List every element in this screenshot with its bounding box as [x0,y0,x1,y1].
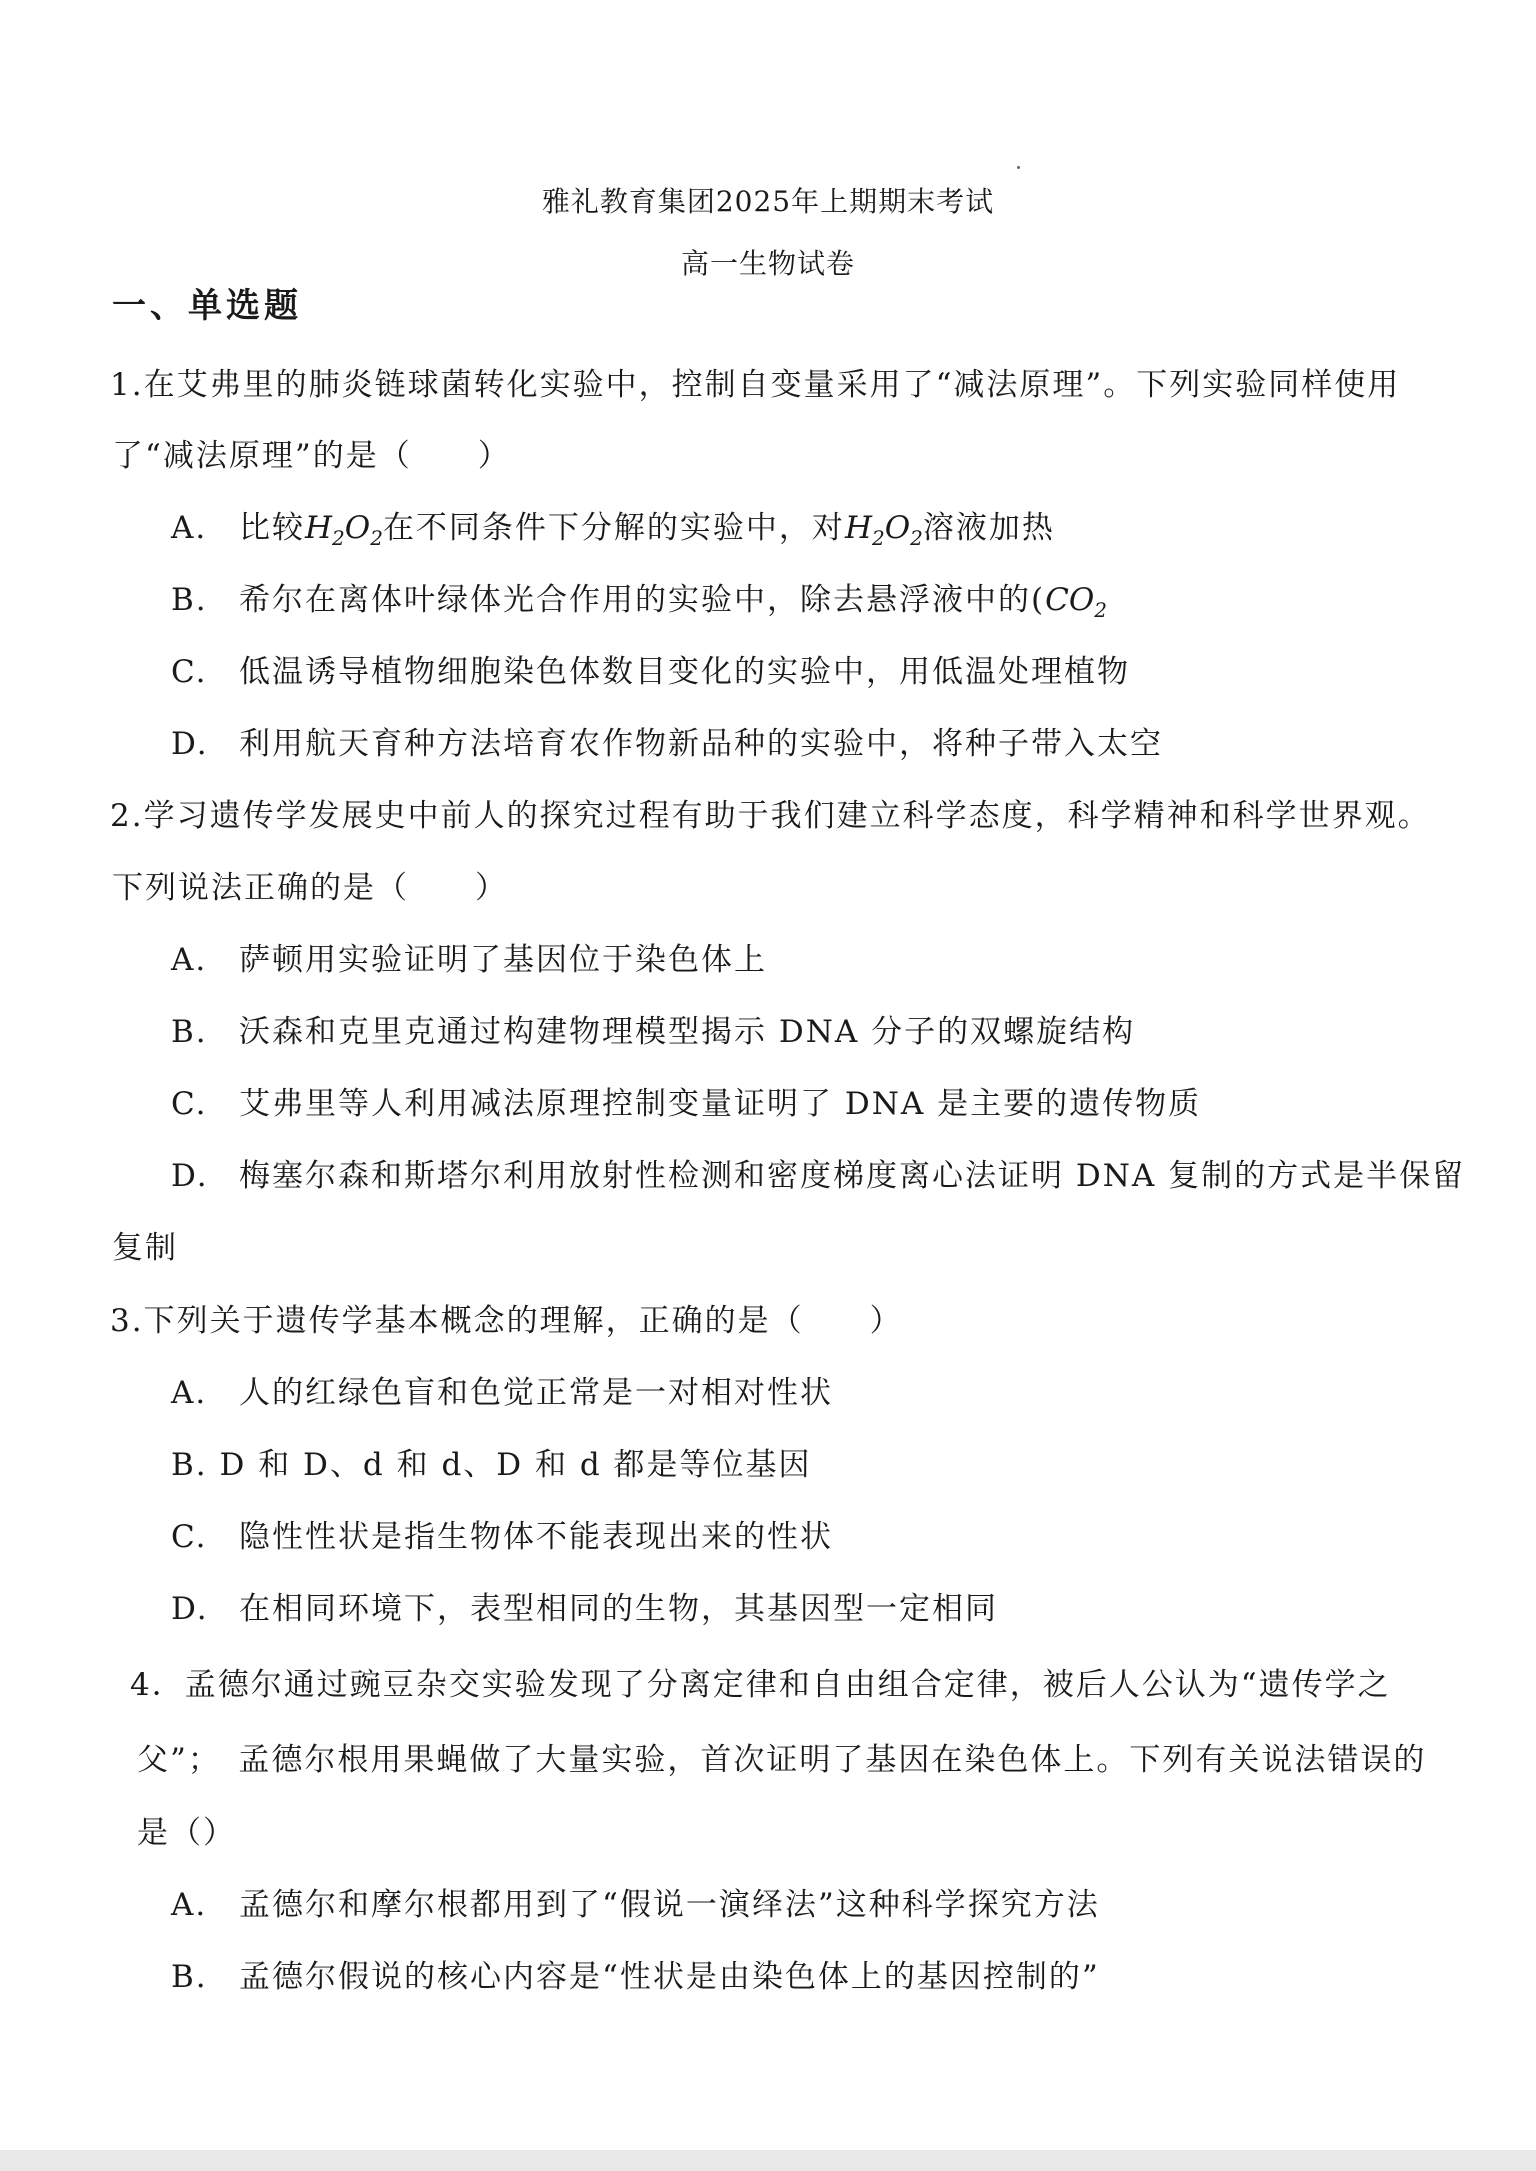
q1-option-a [171,508,1055,558]
section-heading: 一、单选题 [112,286,302,326]
q3-c-text: 隐性性状是指生物体不能表现出来的性状 [239,1519,833,1555]
q1-a-post: 溶液加热 [922,510,1055,546]
exam-subtitle: 高一生物试卷 [680,247,855,280]
h2o2-formula: $H_2O_2$ [305,510,383,551]
q3-option-b: B. D 和 D、d 和 d、D 和 d 都是等位基因 [171,1447,812,1483]
q2-option-d [171,1156,1465,1196]
q2-option-b [171,1012,1135,1052]
q1-a-letter: A. [171,510,208,546]
q1-c-letter: C. [171,654,208,690]
q1-d-text: 利用航天育种方法培育农作物新品种的实验中，将种子带入太空 [239,726,1163,762]
q2-d-letter: D. [171,1158,209,1194]
q1-option-d [171,724,1163,764]
q4-a-letter: A. [171,1887,208,1923]
q4-stem-line3: 是（） [137,1815,236,1851]
q1-stem-line2: 了“减法原理”的是（ ） [112,438,511,474]
q2-a-text: 萨顿用实验证明了基因位于染色体上 [239,942,767,978]
q3-a-text: 人的红绿色盲和色觉正常是一对相对性状 [239,1375,833,1411]
exam-title: 雅礼教育集团2025年上期期末考试 [541,185,995,218]
q2-a-letter: A. [171,942,208,978]
q1-option-c [171,652,1130,692]
q2-stem-line1: 2.学习遗传学发展史中前人的探究过程有助于我们建立科学态度，科学精神和科学世界观。 [110,798,1431,834]
scan-speck [1017,166,1020,169]
q1-a-pre: 比较 [239,510,305,546]
scan-bottom-edge [0,2150,1536,2171]
q1-option-b [171,580,1107,630]
q2-c-text: 艾弗里等人利用减法原理控制变量证明了 DNA 是主要的遗传物质 [239,1086,1202,1122]
q4-b-letter: B. [171,1959,208,1995]
q1-a-mid: 在不同条件下分解的实验中，对 [382,510,845,546]
q3-stem: 3.下列关于遗传学基本概念的理解，正确的是（ ） [110,1303,903,1339]
q4-option-a [171,1885,1100,1925]
co2-formula: $CO_2$ [1045,582,1107,623]
q4-option-b [171,1957,1100,1997]
q1-d-letter: D. [171,726,209,762]
h2o2-formula-2: $H_2O_2$ [844,510,923,551]
q2-b-text: 沃森和克里克通过构建物理模型揭示 DNA 分子的双螺旋结构 [239,1014,1136,1050]
q4-stem-line1: 4．孟德尔通过豌豆杂交实验发现了分离定律和自由组合定律，被后人公认为“遗传学之 [130,1667,1391,1703]
q4-stem-line2: 父”； 孟德尔根用果蝇做了大量实验，首次证明了基因在染色体上。下列有关说法错误的 [137,1742,1427,1778]
q1-c-text: 低温诱导植物细胞染色体数目变化的实验中，用低温处理植物 [239,654,1130,690]
q1-b-text: 希尔在离体叶绿体光合作用的实验中，除去悬浮液中的( [239,582,1046,618]
q2-option-d-continued: 复制 [112,1230,178,1266]
q2-b-letter: B. [171,1014,208,1050]
q1-stem-line1: 1.在艾弗里的肺炎链球菌转化实验中，控制自变量采用了“减法原理”。下列实验同样使用 [110,367,1401,403]
q2-d-text: 梅塞尔森和斯塔尔利用放射性检测和密度梯度离心法证明 DNA 复制的方式是半保留 [239,1158,1466,1194]
q3-option-a [171,1373,833,1413]
q4-b-text: 孟德尔假说的核心内容是“性状是由染色体上的基因控制的” [239,1959,1100,1995]
q1-b-letter: B. [171,582,208,618]
q3-d-letter: D. [171,1591,209,1627]
q2-option-a [171,940,767,980]
q3-c-letter: C. [171,1519,208,1555]
q2-stem-line2: 下列说法正确的是（ ） [112,870,508,906]
q2-c-letter: C. [171,1086,208,1122]
q3-option-d [171,1589,998,1629]
q3-a-letter: A. [171,1375,208,1411]
q4-a-text: 孟德尔和摩尔根都用到了“假说一演绎法”这种科学探究方法 [239,1887,1100,1923]
q2-option-c [171,1084,1201,1124]
q3-option-c [171,1517,833,1557]
q3-d-text: 在相同环境下，表型相同的生物，其基因型一定相同 [239,1591,998,1627]
